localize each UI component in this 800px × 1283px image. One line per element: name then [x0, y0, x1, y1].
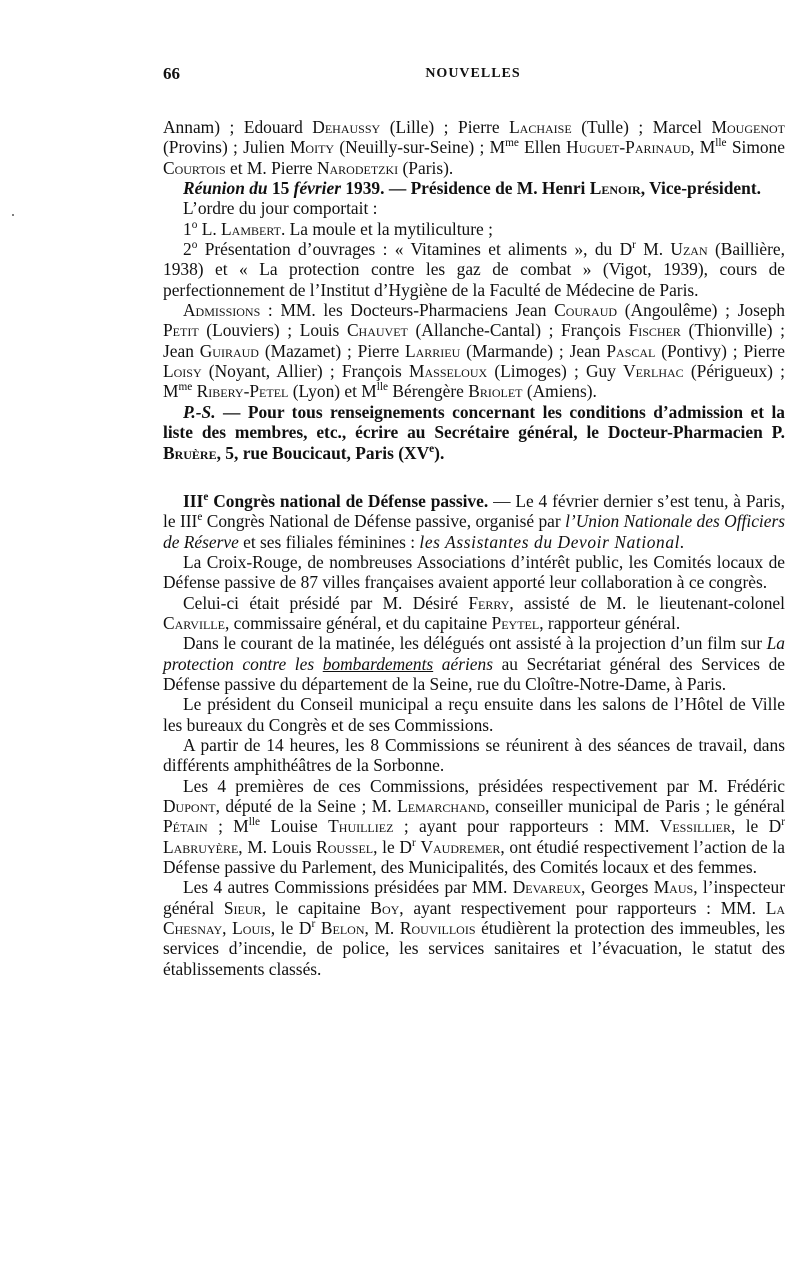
scan-mark	[12, 214, 14, 216]
paragraph-presidency: Celui-ci était présidé par M. Désiré Ferry, assisté de M. le lieutenant-colonel Carville, commissaire général, et du capitaine Peytel, rapporteur général.	[163, 592, 785, 633]
paragraph-afternoon-sessions: A partir de 14 heures, les 8 Commissions se réunirent à des séances de travail, dans différents amphithéâtres de la Sorbonne.	[163, 734, 785, 776]
running-title: NOUVELLES	[425, 66, 521, 81]
section-heading: IIIe Congrès national de Défense passive.	[183, 490, 489, 511]
paragraph-other-commissions: Les 4 autres Commissions présidées par MM. Devareux, Georges Maus, l’inspecteur général Sieur, le capitaine Boy, ayant respectivement pour rapporteurs : MM. La Chesnay, Louis, le $D^r$ Belon, M. Rouvillois étudièrent la protection des immeubles, les services d’incendie, de police, les services sanitaires et l’évacuation, le statut des établissements classés.	[163, 877, 785, 979]
paragraph-member-list-continued: Annam) ; Edouard Dehaussy (Lille) ; Pierre Lachaise (Tulle) ; Marcel Mougenot (Provins) ; Julien Moity (Neuilly-sur-Seine) ; $M^{me}$ Ellen Huguet-Parinaud, $M^{lle}$ Simone Courtois et M. Pierre Narodetzki (Paris).	[163, 117, 785, 178]
paragraph-collaboration: La Croix-Rouge, de nombreuses Associations d’intérêt public, les Comités locaux de Défense passive de 87 villes françaises avaient apporté leur collaboration à ce congrès.	[163, 551, 785, 593]
page-number: 66	[163, 64, 180, 83]
paragraph-admissions: Admissions : MM. les Docteurs-Pharmaciens Jean Couraud (Angoulême) ; Joseph Petit (Louviers) ; Louis Chauvet (Allanche-Cantal) ; François Fischer (Thionville) ; Jean Guiraud (Mazamet) ; Pierre Larrieu (Marmande) ; Jean Pascal (Pontivy) ; Pierre Loisy (Noyant, Allier) ; François Masseloux (Limoges) ; Guy Verlhac (Périgueux) ; $M^{me}$ Ribery-Petel (Lyon) et $M^{lle}$ Bérengère Briolet (Amiens).	[163, 300, 785, 402]
paragraph-agenda-item-2: 2$^o$ Présentation d’ouvrages : « Vitamines et aliments », du $D^r$ M. Uzan (Baillière, 1938) et « La protection contre les gaz de combat » (Vigot, 1939), cours de perfectionnement de l’Institut d’Hygiène de la Faculté de Médecine de Paris.	[163, 239, 785, 300]
paragraph-first-commissions: Les 4 premières de ces Commissions, présidées respectivement par M. Frédéric Dupont, député de la Seine ; M. Lemarchand, conseiller municipal de Paris ; le général Pétain ; $M^{lle}$ Louise Thuilliez ; ayant pour rapporteurs : MM. Vessillier, le $D^r$ Labruyère, M. Louis Roussel, le $D^r$ Vaudremer, ont étudié respectivement l’action de la Défense passive du Parlement, des Municipalités, des Comités locaux et des femmes.	[163, 775, 785, 878]
paragraph-meeting-date: Réunion du 15 février 1939. — Présidence de M. Henri Lenoir, Vice-président.	[183, 178, 761, 199]
paragraph-film-screening: Dans le courant de la matinée, les délégués ont assisté à la projection d’un film sur La protection contre les bombardements aériens au Secrétariat général des Services de Défense passive du département de la Seine, rue du Cloître-Notre-Dame, à Paris.	[163, 633, 785, 694]
paragraph-postscript: P.-S. — Pour tous renseignements concernant les conditions d’admission et la liste des membres, etc., écrire au Secrétaire général, le Docteur-Pharmacien P. Bruère, 5, rue Boucicaut, Paris (XVe).	[163, 401, 785, 463]
article-body	[163, 117, 785, 979]
paragraph-reception: Le président du Conseil municipal a reçu ensuite dans les salons de l’Hôtel de Ville les bureaux du Congrès et de ses Commissions.	[163, 694, 785, 735]
paragraph-agenda-item-1: 1$^o$ L. Lambert. La moule et la mytiliculture ;	[183, 218, 493, 239]
page-header	[163, 64, 783, 88]
paragraph-agenda-intro: L’ordre du jour comportait :	[183, 198, 378, 219]
paragraph-congress-intro: IIIe Congrès national de Défense passive. — Le 4 février dernier s’est tenu, à Paris, le IIIe Congrès National de Défense passive, organisé par l’Union Nationale des Officiers de Réserve et ses filiales féminines : les Assistantes du Devoir National.	[163, 490, 785, 552]
